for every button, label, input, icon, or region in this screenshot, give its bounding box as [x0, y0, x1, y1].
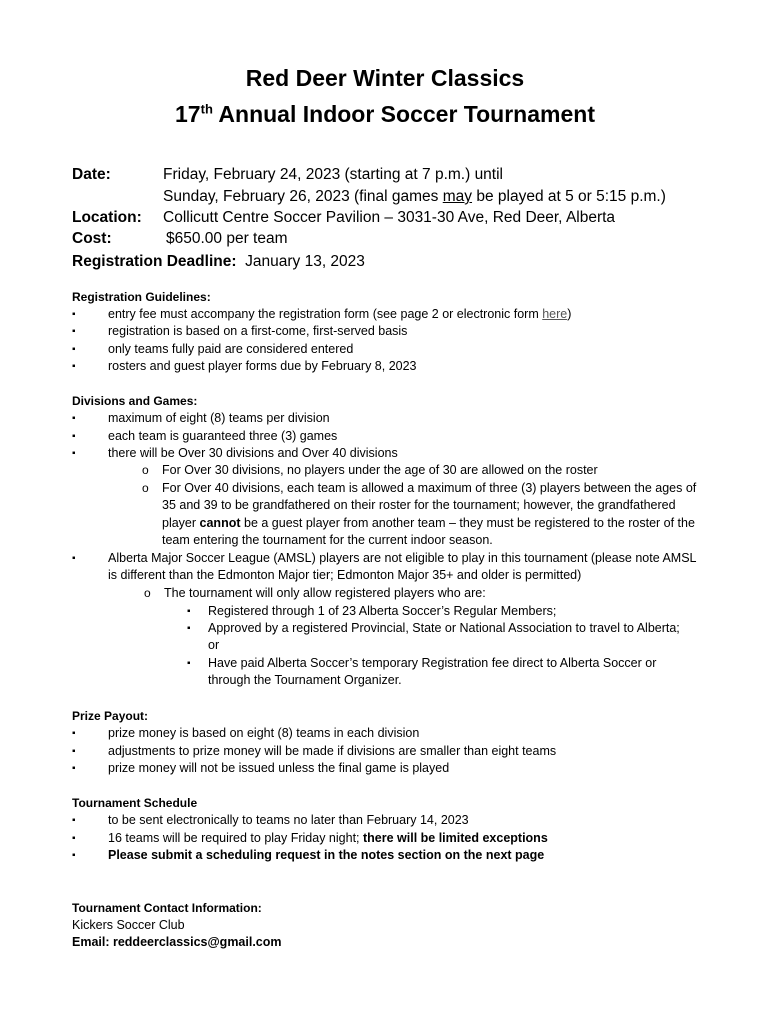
- list-item: ▪ Please submit a scheduling request in the notes section on the next page: [72, 848, 545, 862]
- list-item: ▪ prize money will not be issued unless the final game is played: [72, 761, 450, 775]
- deadline-row: [72, 252, 365, 272]
- sub-sub-list-item: ▪ Approved by a registered Provincial, State or National Association to travel to Alberta; or: [187, 621, 680, 653]
- deadline-value: January 13, 2023: [245, 253, 365, 270]
- list-item: ▪ rosters and guest player forms due by February 8, 2023: [72, 359, 417, 373]
- document-subtitle: 17th Annual Indoor Soccer Tournament: [175, 101, 595, 127]
- location-label: Location:: [72, 209, 142, 226]
- list-item: ▪ Alberta Major Soccer League (AMSL) players are not eligible to play in this tournament (please note AMSL is different than the Edmonton Major tier; Edmonton Major 35+ and older is permitted): [72, 551, 697, 583]
- contact-heading: Tournament Contact Information:: [72, 901, 262, 915]
- contact-club: Kickers Soccer Club: [72, 918, 185, 932]
- location-value: Collicutt Centre Soccer Pavilion – 3031-30 Ave, Red Deer, Alberta: [163, 209, 616, 226]
- date-value-line1: Friday, February 24, 2023 (starting at 7 p.m.) until: [163, 166, 504, 183]
- sub-list-item: o For Over 40 divisions, each team is allowed a maximum of three (3) players between the ages of 35 and 39 to be grandfathered on their roster for the tournament; however, the grandfathered player cannot be a guest player from another team – they must be registered to the roster of the team entering the tournament for the current indoor season.: [142, 481, 697, 548]
- date-label: Date:: [72, 166, 111, 183]
- guidelines-heading: Registration Guidelines:: [72, 290, 211, 304]
- list-item: ▪ maximum of eight (8) teams per division: [72, 411, 330, 425]
- divisions-heading: Divisions and Games:: [72, 394, 198, 408]
- date-value-line2: Sunday, February 26, 2023 (final games may be played at 5 or 5:15 p.m.): [163, 188, 666, 205]
- document-title: Red Deer Winter Classics: [245, 65, 525, 91]
- location-row: [72, 208, 615, 228]
- deadline-label: Registration Deadline:: [72, 253, 237, 270]
- cost-value: $650.00 per team: [166, 230, 288, 247]
- cost-row: [72, 229, 288, 249]
- list-item: ▪ prize money is based on eight (8) teams in each division: [72, 726, 420, 740]
- sub-list-item: o The tournament will only allow registered players who are:: [144, 586, 486, 600]
- list-item: ▪ only teams fully paid are considered entered: [72, 342, 354, 356]
- date-row: [72, 165, 503, 185]
- sub-list-item: o For Over 30 divisions, no players under the age of 30 are allowed on the roster: [142, 463, 598, 477]
- list-item: ▪ registration is based on a first-come, first-served basis: [72, 324, 408, 338]
- list-item: ▪ each team is guaranteed three (3) games: [72, 429, 338, 443]
- contact-email[interactable]: Email: reddeerclassics@gmail.com: [72, 935, 282, 949]
- list-item: ▪ to be sent electronically to teams no later than February 14, 2023: [72, 813, 469, 827]
- list-item: ▪ 16 teams will be required to play Friday night; there will be limited exceptions: [72, 831, 548, 845]
- prize-heading: Prize Payout:: [72, 709, 149, 723]
- electronic-form-link[interactable]: here: [542, 307, 568, 321]
- sub-sub-list-item: ▪ Have paid Alberta Soccer’s temporary Registration fee direct to Alberta Soccer or through the Tournament Organizer.: [187, 656, 657, 688]
- list-item: ▪ adjustments to prize money will be made if divisions are smaller than eight teams: [72, 744, 557, 758]
- schedule-heading: Tournament Schedule: [72, 796, 198, 810]
- sub-sub-list-item: ▪ Registered through 1 of 23 Alberta Soccer’s Regular Members;: [187, 604, 557, 618]
- cost-label: Cost:: [72, 230, 112, 247]
- list-item: ▪ entry fee must accompany the registration form (see page 2 or electronic form here): [72, 307, 572, 321]
- list-item: ▪ there will be Over 30 divisions and Over 40 divisions: [72, 446, 398, 460]
